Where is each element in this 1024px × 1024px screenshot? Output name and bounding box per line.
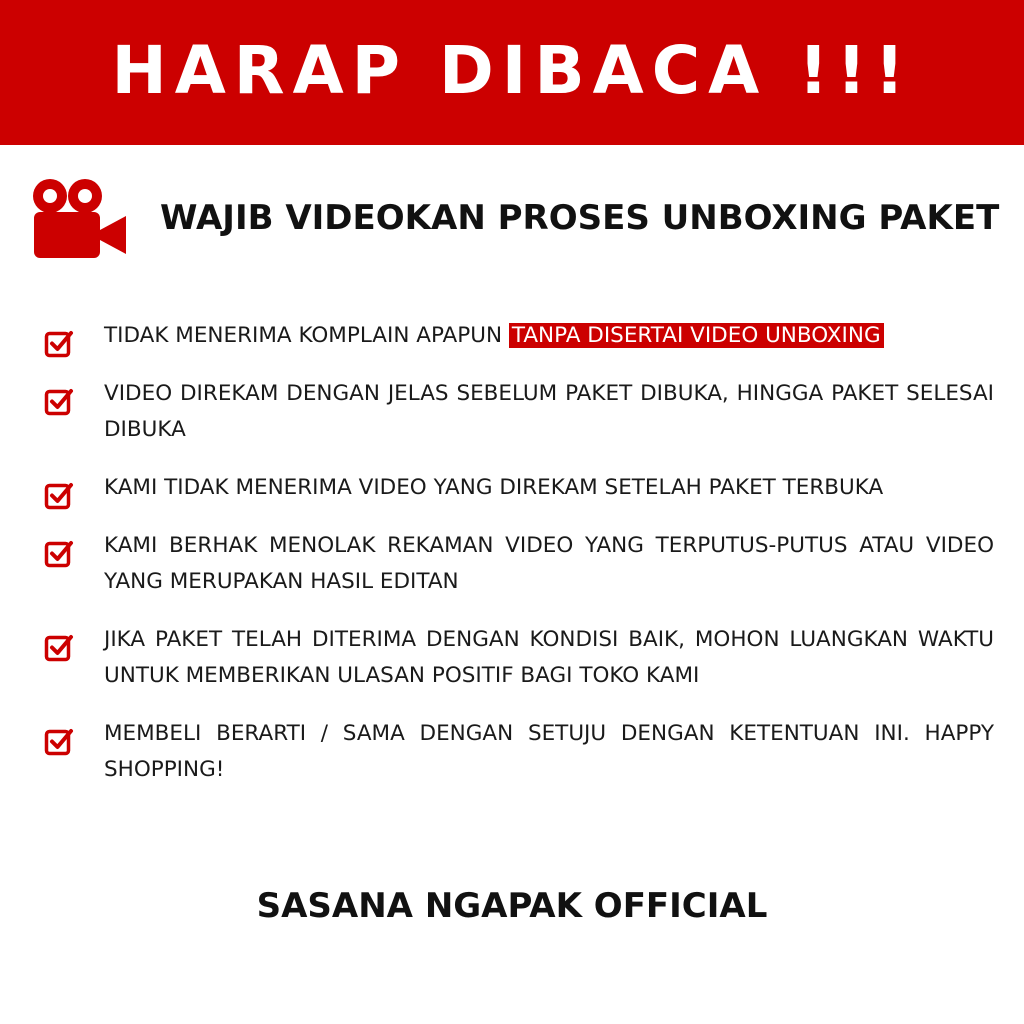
rule-text: JIKA PAKET TELAH DITERIMA DENGAN KONDISI BAIK, MOHON LUANGKAN WAKTU UNTUK MEMBERIKAN ULASAN POSITIF BAGI TOKO KAMI	[104, 627, 994, 688]
rule-item	[44, 716, 994, 788]
rule-item	[44, 528, 994, 600]
video-camera-icon	[30, 178, 128, 262]
store-name: SASANA NGAPAK OFFICIAL	[256, 886, 768, 926]
rule-item	[44, 622, 994, 694]
rules-list	[44, 318, 994, 810]
rule-text: VIDEO DIREKAM DENGAN JELAS SEBELUM PAKET DIBUKA, HINGGA PAKET SELESAI DIBUKA	[104, 381, 994, 442]
rule-item	[44, 470, 994, 506]
checkbox-icon	[44, 538, 74, 568]
header-banner	[0, 0, 1024, 145]
rule-item	[44, 376, 994, 448]
rule-text: KAMI BERHAK MENOLAK REKAMAN VIDEO YANG TERPUTUS-PUTUS ATAU VIDEO YANG MERUPAKAN HASIL EDITAN	[104, 533, 994, 594]
rule-highlight: TANPA DISERTAI VIDEO UNBOXING	[509, 323, 884, 348]
checkbox-icon	[44, 328, 74, 358]
checkbox-icon	[44, 632, 74, 662]
banner-title: HARAP DIBACA !!!	[111, 32, 913, 109]
rule-text	[104, 318, 994, 354]
heading-row	[30, 178, 1000, 268]
rule-item	[44, 318, 994, 354]
rule-text: KAMI TIDAK MENERIMA VIDEO YANG DIREKAM SETELAH PAKET TERBUKA	[104, 475, 884, 500]
rule-text: MEMBELI BERARTI / SAMA DENGAN SETUJU DENGAN KETENTUAN INI. HAPPY SHOPPING!	[104, 721, 994, 782]
checkbox-icon	[44, 480, 74, 510]
rule-text-plain: TIDAK MENERIMA KOMPLAIN APAPUN	[104, 323, 509, 348]
checkbox-icon	[44, 726, 74, 756]
heading-title: WAJIB VIDEOKAN PROSES UNBOXING PAKET	[160, 198, 1000, 238]
checkbox-icon	[44, 386, 74, 416]
